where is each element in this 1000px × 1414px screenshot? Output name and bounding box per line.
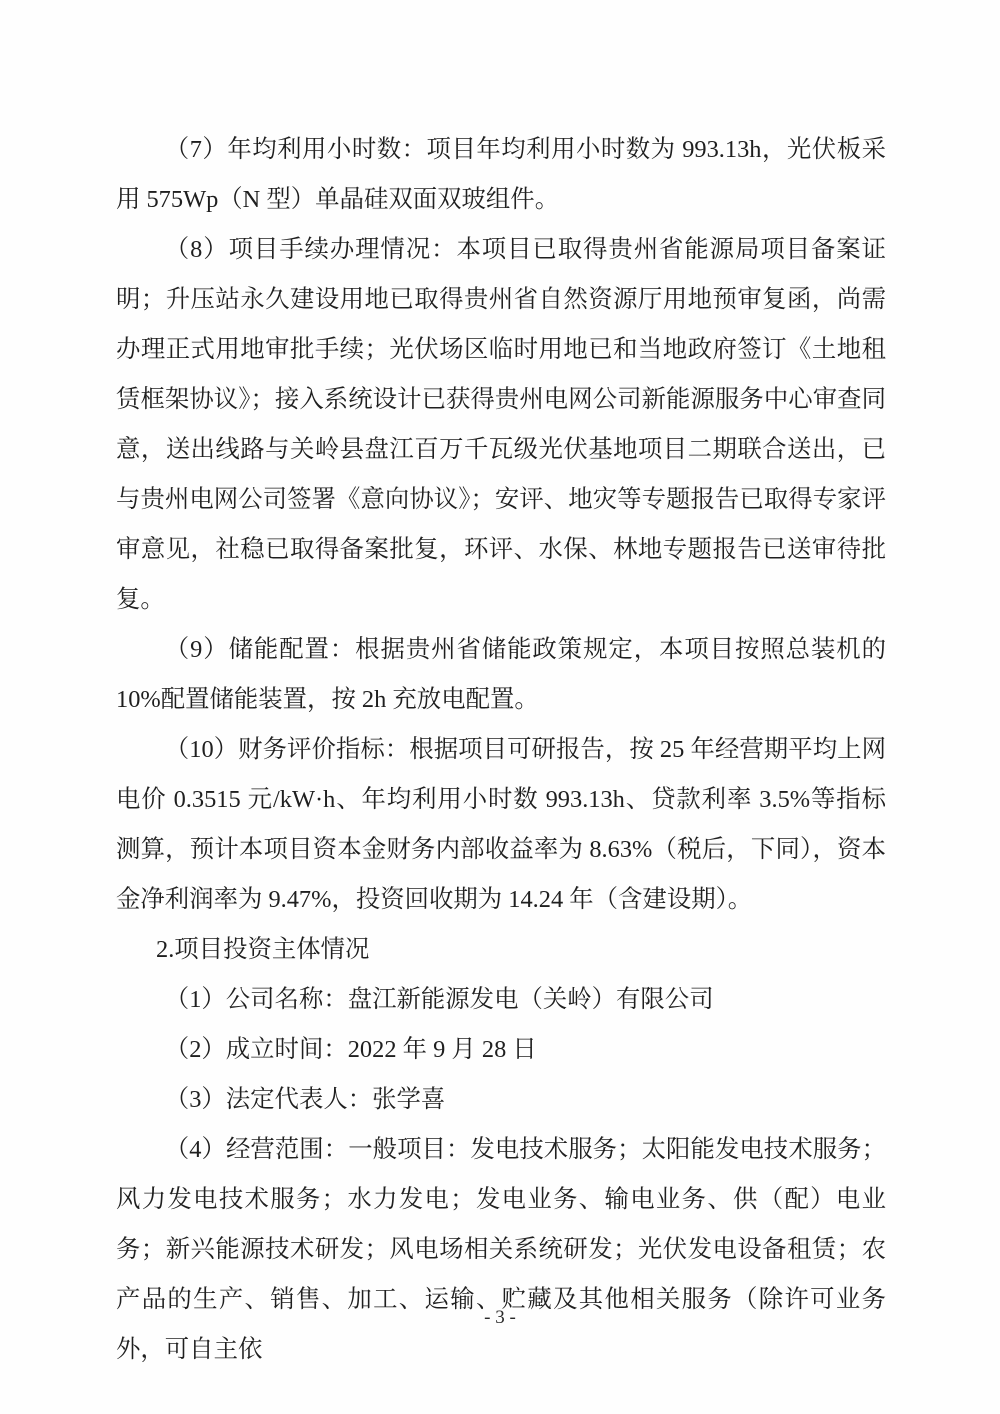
paragraph-item-9-storage: （9）储能配置：根据贵州省储能政策规定，本项目按照总装机的 10%配置储能装置，按 2h 充放电配置。 (116, 636, 886, 713)
paragraph-legal-representative: （3）法定代表人：张学喜 (164, 1086, 446, 1113)
paragraph-item-8-procedures: （8）项目手续办理情况：本项目已取得贵州省能源局项目备案证明；升压站永久建设用地已取得贵州省自然资源厅用地预审复函，尚需办理正式用地审批手续；光伏场区临时用地已和当地政府签订《土地租赁框架协议》；接入系统设计已获得贵州电网公司新能源服务中心审查同意，送出线路与关岭县盘江百万千瓦级光伏基地项目二期联合送出，已与贵州电网公司签署《意向协议》；安评、地灾等专题报告已取得专家评审意见，社稳已取得备案批复，环评、水保、林地专题报告已送审待批复。 (116, 236, 886, 613)
section-heading-investor-info: 2.项目投资主体情况 (156, 936, 370, 963)
page-footer (0, 1303, 1000, 1333)
paragraph-item-7-annual-hours: （7）年均利用小时数：项目年均利用小时数为 993.13h，光伏板采用 575Wp（N 型）单晶硅双面双玻组件。 (116, 136, 886, 213)
paragraph-company-name: （1）公司名称：盘江新能源发电（关岭）有限公司 (164, 986, 714, 1013)
paragraph-item-10-financial: （10）财务评价指标：根据项目可研报告，按 25 年经营期平均上网电价 0.3515 元/kW·h、年均利用小时数 993.13h、贷款利率 3.5%等指标测算，预计本项目资本金财务内部收益率为 8.63%（税后，下同），资本金净利润率为 9.47%，投资回收期为 14.24 年（含建设期）。 (116, 736, 886, 913)
document-body (116, 125, 886, 1375)
page-number: - 3 - (484, 1307, 516, 1328)
paragraph-business-scope: （4）经营范围：一般项目：发电技术服务；太阳能发电技术服务；风力发电技术服务；水力发电；发电业务、输电业务、供（配）电业务；新兴能源技术研发；风电场相关系统研发；光伏发电设备租赁；农产品的生产、销售、加工、运输、贮藏及其他相关服务（除许可业务外，可自主依 (116, 1136, 886, 1363)
paragraph-establish-date: （2）成立时间：2022 年 9 月 28 日 (164, 1036, 537, 1063)
